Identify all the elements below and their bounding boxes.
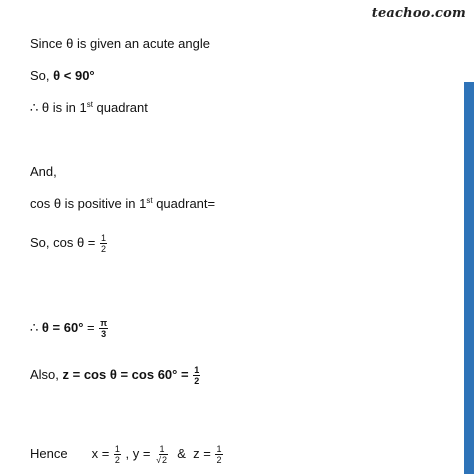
line-prefix: So, cos θ = bbox=[30, 234, 100, 250]
fraction-x bbox=[114, 444, 121, 465]
superscript-st: st bbox=[146, 196, 153, 205]
equals-sign: = bbox=[83, 319, 99, 335]
line-theta-60 bbox=[30, 318, 109, 339]
line-prefix: Also, bbox=[30, 366, 63, 382]
z-label: & z = bbox=[170, 445, 215, 461]
line-suffix: quadrant= bbox=[152, 196, 216, 211]
z-equation: z = cos θ = cos 60° = bbox=[62, 366, 193, 382]
superscript-st: st bbox=[86, 100, 93, 109]
line-theta-less-90 bbox=[30, 68, 95, 84]
line-hence bbox=[30, 444, 224, 465]
fraction-denominator: 2 bbox=[216, 455, 222, 465]
fraction-z bbox=[215, 444, 222, 465]
fraction-denominator: 2 bbox=[194, 376, 200, 386]
hence-label: Hence bbox=[30, 445, 68, 461]
accent-bar bbox=[464, 82, 474, 474]
line-suffix: quadrant bbox=[92, 100, 148, 115]
line-z-value bbox=[30, 365, 201, 386]
line-and: And, bbox=[30, 164, 57, 179]
line-first-quadrant bbox=[30, 100, 148, 116]
line-acute-angle: Since θ is given an acute angle bbox=[30, 36, 210, 51]
fraction-numerator: 1 bbox=[101, 233, 107, 243]
fraction-one-half bbox=[193, 365, 200, 386]
fraction-numerator: π bbox=[100, 318, 108, 328]
line-prefix: cos θ is positive in 1 bbox=[30, 196, 147, 211]
fraction-y bbox=[155, 444, 169, 465]
fraction-numerator: 1 bbox=[216, 444, 222, 454]
fraction-numerator: 1 bbox=[194, 365, 200, 375]
sqrt-radicand: 2 bbox=[162, 455, 168, 465]
fraction-numerator: 1 bbox=[159, 444, 165, 454]
fraction-denominator: 2 bbox=[101, 244, 107, 254]
line-prefix: ∴ θ is in 1 bbox=[30, 100, 87, 115]
theta-value: θ = 60° bbox=[41, 319, 84, 335]
fraction-denominator: 2 bbox=[114, 455, 120, 465]
line-prefix: So, bbox=[30, 68, 54, 83]
y-label: , y = bbox=[121, 445, 155, 461]
sqrt-symbol: √ bbox=[156, 455, 162, 465]
teachoo-watermark: teachoo.com bbox=[371, 6, 466, 21]
fraction-denominator: 3 bbox=[101, 329, 107, 339]
fraction-one-half bbox=[100, 233, 107, 254]
fraction-numerator: 1 bbox=[114, 444, 120, 454]
theta-condition: θ < 90° bbox=[53, 68, 95, 83]
line-cos-theta-half bbox=[30, 233, 108, 254]
fraction-pi-over-3 bbox=[99, 318, 108, 339]
line-cos-positive bbox=[30, 196, 215, 212]
therefore-symbol: ∴ bbox=[30, 319, 42, 335]
fraction-denominator bbox=[155, 455, 169, 465]
x-label: x = bbox=[91, 445, 113, 461]
